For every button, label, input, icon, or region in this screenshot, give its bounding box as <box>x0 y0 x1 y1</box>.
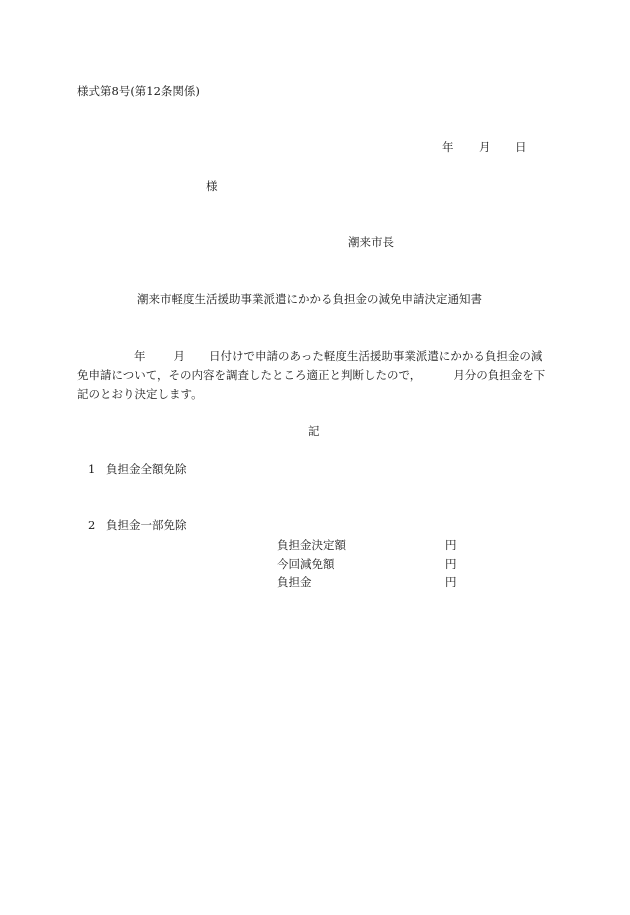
body-line-1-text: 日付けで申請のあった軽度生活援助事業派遣にかかる負担金の減 <box>209 349 543 363</box>
item-label: 負担金一部免除 <box>106 518 187 532</box>
item-partial-exemption <box>88 520 187 532</box>
document-title: 潮来市軽度生活援助事業派遣にかかる負担金の減免申請決定通知書 <box>137 292 482 306</box>
amount-unit: 円 <box>445 538 457 552</box>
body-month-label: 月 <box>173 349 185 363</box>
body-line-3: 記のとおり決定します。 <box>77 387 203 401</box>
form-number: 様式第8号(第12条関係) <box>77 84 200 98</box>
amount-row-reduction <box>277 559 457 571</box>
recipient-honorific: 様 <box>206 179 218 193</box>
ki-heading: 記 <box>308 424 320 438</box>
body-line-2-text-a: 免申請について，その内容を調査したところ適正と判断したので， <box>77 368 422 382</box>
body-line-1 <box>134 351 542 363</box>
amount-label: 負担金決定額 <box>277 538 346 552</box>
amount-label: 今回減免額 <box>277 557 335 571</box>
amount-unit: 円 <box>445 557 457 571</box>
amount-row-burden <box>277 577 457 589</box>
item-label: 負担金全額免除 <box>106 462 187 476</box>
item-number: 1 <box>88 462 96 476</box>
body-line-2-text-b: 月分の負担金を下 <box>453 368 546 382</box>
item-number: 2 <box>88 518 96 532</box>
date-year-label: 年 <box>442 140 454 154</box>
sender-name: 潮来市長 <box>348 235 394 249</box>
amount-label: 負担金 <box>277 575 312 589</box>
body-year-label: 年 <box>134 349 146 363</box>
date-month-label: 月 <box>479 140 491 154</box>
amount-row-determined <box>277 540 457 552</box>
body-line-2 <box>77 370 545 382</box>
date-day-label: 日 <box>515 140 527 154</box>
amount-unit: 円 <box>445 575 457 589</box>
item-full-exemption <box>88 464 187 476</box>
